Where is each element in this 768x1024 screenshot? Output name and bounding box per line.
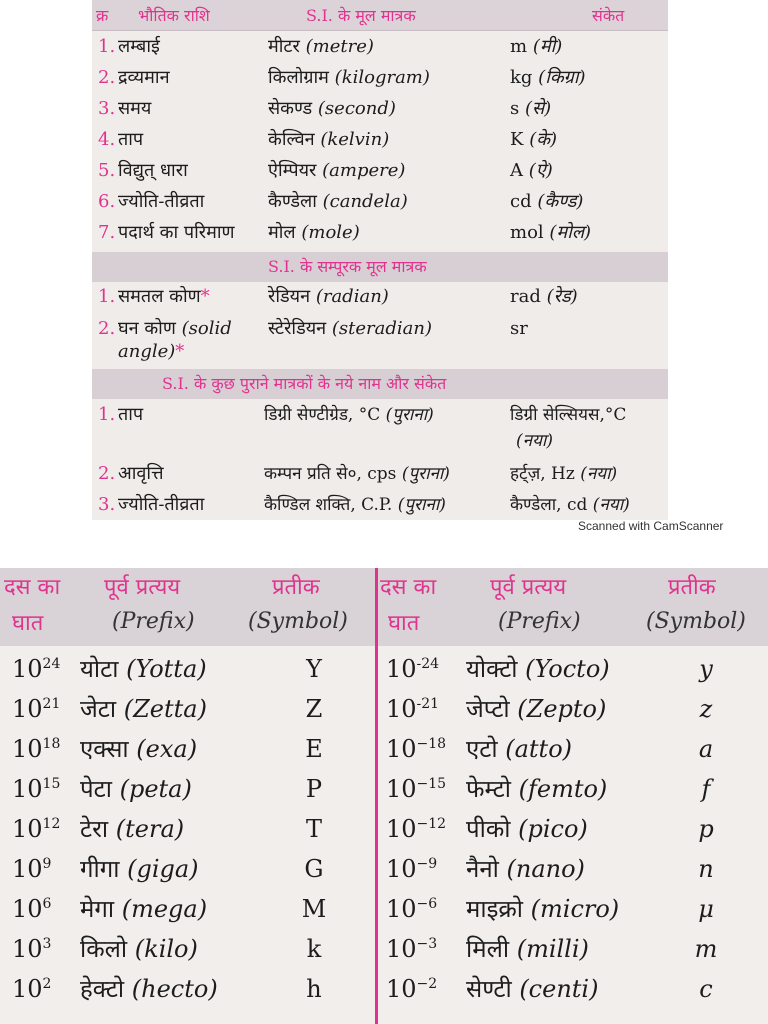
power-base: 10 [386,815,417,843]
power-exponent: −2 [416,976,438,992]
prefix-name [80,934,198,964]
unit-hindi: सेकण्ड [268,98,313,119]
col-header-symbol: संकेत [592,6,625,25]
power-exponent: 2 [42,976,52,992]
power-exponent: −6 [416,896,438,912]
prefix-english: (kilo) [134,935,198,963]
power-of-ten [386,694,439,724]
prefix-english: (milli) [516,935,589,963]
base-row-symbol [510,36,562,58]
prefix-hindi: नैनो [466,855,499,883]
power-base: 10 [386,895,417,923]
header-symbol-l1: प्रतीक [272,575,320,600]
prefix-hindi: पीको [466,815,511,843]
symbol-latin: mol [510,222,544,243]
power-base: 10 [12,695,43,723]
power-base: 10 [386,655,417,683]
header-power-l1-right: दस का [380,575,437,600]
power-base: 10 [386,935,417,963]
base-row-quantity: पदार्थ का परिमाण [118,222,235,243]
prefix-hindi: जेप्टो [466,695,510,723]
power-exponent: 18 [42,736,61,752]
power-of-ten [12,934,51,964]
power-base: 10 [386,975,417,1003]
prefix-name [466,654,610,684]
power-exponent: 9 [42,856,52,872]
power-exponent: 12 [42,816,61,832]
power-exponent: 3 [42,936,52,952]
power-exponent: −18 [416,736,447,752]
base-row-unit [268,67,430,89]
header-prefix-l1: पूर्व प्रत्यय [104,575,181,600]
prefix-hindi: योटा [80,655,119,683]
header-prefix-l1-right: पूर्व प्रत्यय [490,575,567,600]
power-exponent: 24 [42,656,61,672]
prefix-name [80,694,207,724]
prefix-name [80,894,207,924]
prefix-symbol: P [305,775,323,803]
prefix-symbol: G [304,855,324,883]
base-row-serial: 2. [98,67,116,88]
base-row-quantity: द्रव्यमान [118,67,170,88]
symbol-latin: kg [510,67,533,88]
unit-hindi: मोल [268,222,296,243]
prefix-name [80,854,199,884]
power-of-ten [12,894,51,924]
prefix-symbol: E [305,735,323,763]
prefix-name [466,974,598,1004]
old-row-1-quantity: ताप [118,404,144,425]
header-symbol-l1-right: प्रतीक [668,575,716,600]
prefix-symbol: μ [698,895,714,923]
prefix-english: (micro) [530,895,620,923]
prefix-name [80,814,184,844]
base-row-unit [268,98,396,120]
prefix-name [80,774,192,804]
base-row-symbol [510,98,551,120]
power-of-ten [386,854,437,884]
prefix-english: (nano) [506,855,585,883]
prefix-symbol: c [699,975,713,1003]
old-row-2-old-name: कम्पन प्रति से०, cps (पुराना) [264,464,450,484]
symbol-latin: m [510,36,528,57]
supp-row-2-quantity: घन कोण (solid [118,318,232,339]
old-row-1-new-name: डिग्री सेल्सियस,°C [510,405,627,425]
power-base: 10 [386,735,417,763]
scan-credit: Scanned with CamScanner [578,519,724,533]
power-of-ten [386,934,437,964]
prefix-english: (tera) [115,815,185,843]
old-row-3-new-name: कैण्डेला, cd (नया) [510,495,630,515]
prefix-name [466,894,619,924]
col-header-quantity: भौतिक राशि [138,6,210,25]
power-exponent: −9 [416,856,438,872]
symbol-latin: A [510,160,523,181]
prefix-symbol: m [694,935,718,963]
symbol-hindi: (किग्रा) [538,67,586,88]
unit-english: (candela) [322,191,408,212]
prefix-symbol: y [699,655,713,683]
base-row-symbol [510,222,591,244]
base-row-serial: 1. [98,36,116,57]
symbol-hindi: (मोल) [549,222,592,243]
base-row-unit [268,129,389,151]
base-row-unit [268,160,405,182]
power-base: 10 [12,895,43,923]
header-prefix-l2-right: (Prefix) [498,609,581,634]
base-row-quantity: समय [118,98,152,119]
unit-hindi: कैण्डेला [268,191,317,212]
power-base: 10 [12,815,43,843]
prefix-hindi: एक्सा [80,735,129,763]
prefix-hindi: जेटा [80,695,117,723]
prefix-symbol: T [305,815,322,843]
unit-english: (metre) [305,36,374,57]
power-base: 10 [12,655,43,683]
power-of-ten [12,974,51,1004]
power-base: 10 [386,855,417,883]
prefix-english: (centi) [519,975,599,1003]
base-row-unit [268,36,374,58]
prefix-symbol: a [698,735,714,763]
base-row-unit [268,222,360,244]
power-of-ten [386,974,437,1004]
symbol-hindi: (कैण्ड) [537,191,584,212]
prefix-hindi: गीगा [80,855,120,883]
prefix-hindi: पेटा [80,775,112,803]
old-row-3-old-name: कैण्डिल शक्ति, C.P. (पुराना) [264,495,446,515]
base-row-symbol [510,67,586,89]
prefix-symbol: Z [305,695,323,723]
power-exponent: −15 [416,776,447,792]
column-divider [375,568,378,1024]
power-of-ten [386,814,446,844]
old-row-2-serial: 2. [98,463,116,484]
prefix-hindi: किलो [80,935,128,963]
base-row-symbol [510,191,583,213]
symbol-hindi: (से) [524,98,552,119]
header-symbol-l2-right: (Symbol) [646,609,746,634]
prefix-english: (Yotta) [126,655,207,683]
header-power-l2: घात [12,611,44,636]
old-row-1-old-name: डिग्री सेण्टीग्रेड, °C (पुराना) [264,405,434,425]
prefix-name [80,734,197,764]
prefix-english: (mega) [121,895,208,923]
power-exponent: 15 [42,776,61,792]
base-row-serial: 5. [98,160,116,181]
prefix-hindi: सेण्टी [466,975,512,1003]
power-base: 10 [386,775,417,803]
supp-row-2-serial: 2. [98,318,116,339]
base-row-unit [268,191,408,213]
prefix-english: (hecto) [131,975,218,1003]
prefix-hindi: टेरा [80,815,109,843]
unit-english: (second) [317,98,396,119]
prefix-name [80,974,218,1004]
power-base: 10 [12,855,43,883]
prefix-symbol: M [301,895,327,923]
power-of-ten [12,654,60,684]
power-of-ten [12,774,60,804]
prefix-english: (giga) [127,855,199,883]
power-base: 10 [12,735,43,763]
power-exponent: 6 [42,896,52,912]
prefix-name [80,654,207,684]
unit-hindi: किलोग्राम [268,67,329,88]
prefix-table [0,568,768,1024]
symbol-latin: s [510,98,520,119]
base-row-quantity: ज्योति-तीव्रता [118,191,205,212]
prefix-english: (peta) [119,775,192,803]
old-row-3-serial: 3. [98,494,116,515]
header-power-l1: दस का [4,575,61,600]
old-row-1-new-tag: (नया) [516,431,553,451]
old-row-1-serial: 1. [98,404,116,425]
prefix-name [466,694,606,724]
prefix-hindi: मिली [466,935,510,963]
symbol-hindi: (के) [529,129,558,150]
supp-row-1-symbol: rad (रेड) [510,286,578,307]
base-row-serial: 3. [98,98,116,119]
prefix-hindi: एटो [466,735,498,763]
prefix-english: (femto) [518,775,608,803]
power-base: 10 [386,695,417,723]
power-of-ten [12,694,60,724]
prefix-hindi: योक्टो [466,655,518,683]
prefix-symbol: z [699,695,713,723]
col-header-si-unit: S.I. के मूल मात्रक [306,6,416,25]
base-row-quantity: ताप [118,129,144,150]
prefix-symbol: p [698,815,714,843]
unit-english: (kelvin) [320,129,390,150]
prefix-hindi: माइक्रो [466,895,523,923]
supp-row-2-symbol: sr [510,318,528,339]
prefix-name [466,774,607,804]
old-row-2-quantity: आवृत्ति [118,463,164,484]
symbol-hindi: (मी) [532,36,563,57]
old-row-3-quantity: ज्योति-तीव्रता [118,494,205,515]
prefix-name [466,814,588,844]
base-row-serial: 6. [98,191,116,212]
power-of-ten [386,734,446,764]
prefix-english: (exa) [136,735,198,763]
unit-english: (mole) [301,222,360,243]
power-of-ten [12,814,60,844]
prefix-english: (atto) [505,735,573,763]
symbol-hindi: (ऐ) [528,160,553,181]
base-row-serial: 4. [98,129,116,150]
power-of-ten [12,734,60,764]
prefix-symbol: n [698,855,714,883]
power-exponent: −12 [416,816,447,832]
base-row-symbol [510,129,557,151]
supp-row-2-unit: स्टेरेडियन (steradian) [268,318,433,339]
old-row-2-new-name: हर्ट्ज़, Hz (नया) [510,464,618,484]
power-of-ten [386,774,446,804]
col-header-serial: क्र [96,6,109,25]
symbol-latin: cd [510,191,532,212]
power-of-ten [386,654,439,684]
supplementary-heading: S.I. के सम्पूरक मूल मात्रक [268,257,427,276]
prefix-symbol: h [306,975,322,1003]
supp-row-1-serial: 1. [98,286,116,307]
old-units-heading: S.I. के कुछ पुराने मात्रकों के नये नाम और संकेत [162,374,447,393]
unit-hindi: मीटर [268,36,300,57]
prefix-english: (Zepto) [517,695,607,723]
prefix-hindi: मेगा [80,895,115,923]
supp-row-1-quantity: समतल कोण* [118,286,210,307]
prefix-english: (Yocto) [525,655,610,683]
power-exponent: −3 [416,936,438,952]
si-units-table [92,0,668,520]
header-symbol-l2: (Symbol) [248,609,348,634]
header-prefix-l2: (Prefix) [112,609,195,634]
unit-hindi: केल्विन [268,129,315,150]
power-of-ten [12,854,51,884]
prefix-english: (pico) [518,815,588,843]
prefix-hindi: फेम्टो [466,775,511,803]
base-row-quantity: लम्बाई [118,36,160,57]
prefix-symbol: k [306,935,322,963]
prefix-symbol: Y [306,655,322,683]
prefix-name [466,734,572,764]
base-row-symbol [510,160,553,182]
power-base: 10 [12,975,43,1003]
base-row-quantity: विद्युत् धारा [118,160,188,181]
unit-hindi: ऐम्पियर [268,160,317,181]
power-of-ten [386,894,437,924]
supp-row-2-quantity-cont: angle)* [118,341,185,362]
power-exponent: 21 [42,696,61,712]
prefix-hindi: हेक्टो [80,975,125,1003]
symbol-latin: K [510,129,524,150]
prefix-name [466,934,589,964]
power-base: 10 [12,935,43,963]
supp-row-1-unit: रेडियन (radian) [268,286,389,307]
unit-english: (ampere) [322,160,406,181]
prefix-english: (Zetta) [123,695,207,723]
power-exponent: -24 [416,656,440,672]
prefix-name [466,854,585,884]
prefix-symbol: f [701,775,711,803]
power-exponent: -21 [416,696,440,712]
header-power-l2-right: घात [388,611,420,636]
unit-english: (kilogram) [334,67,430,88]
base-row-serial: 7. [98,222,116,243]
power-base: 10 [12,775,43,803]
